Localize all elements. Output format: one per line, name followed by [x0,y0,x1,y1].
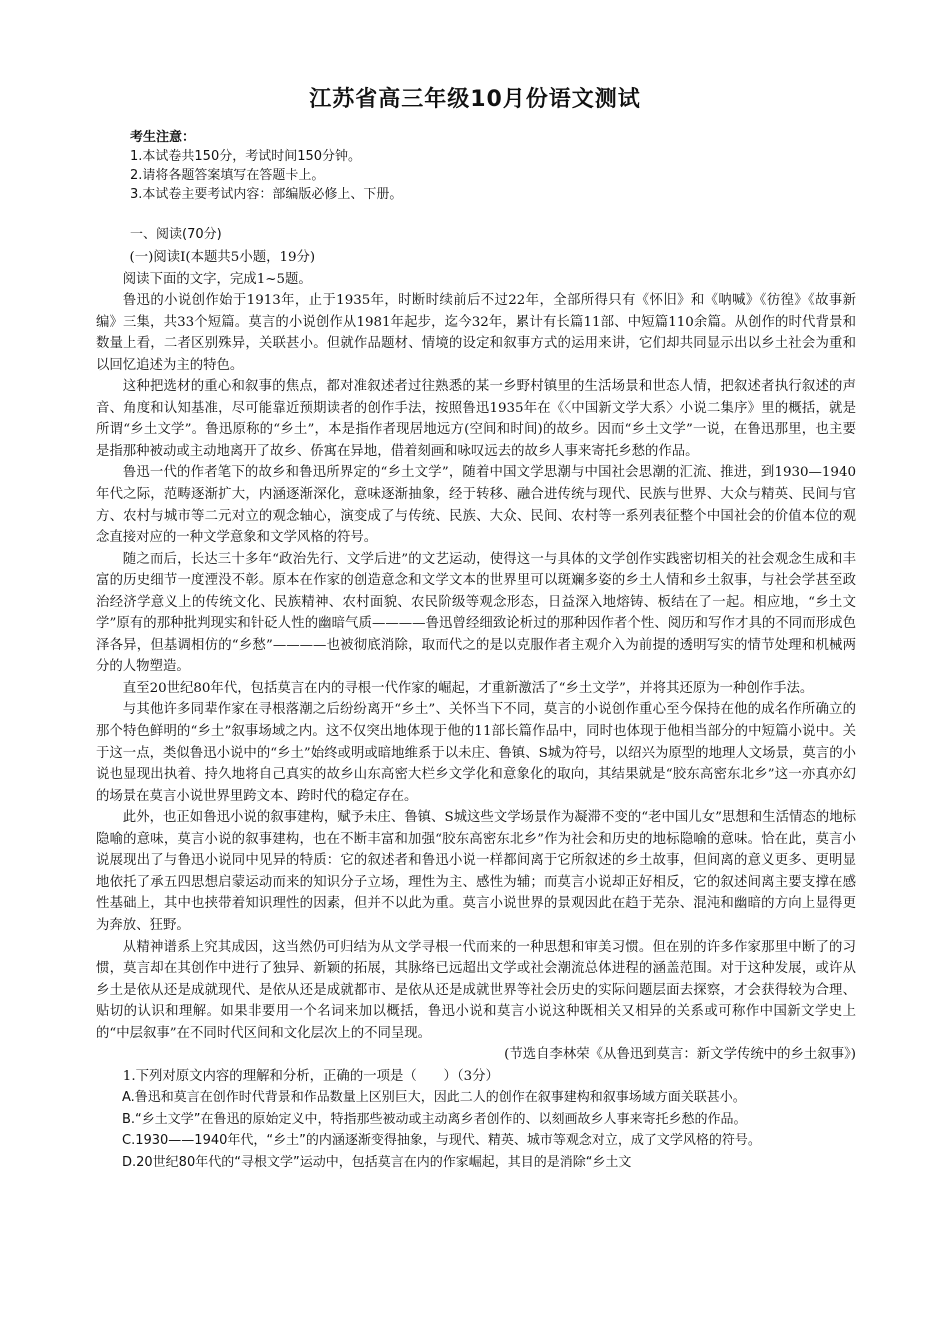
instruction: 阅读下面的文字，完成1~5题。 [122,271,312,287]
question-option-d: D.20世纪80年代的“寻根文学”运动中，包括莫言在内的作家崛起，其目的是消除“乡土文 [122,1154,632,1170]
subsection-heading: (一)阅读Ⅰ(本题共5小题，19分) [129,250,316,265]
passage-paragraph: 这种把选材的重心和叙事的焦点，都对准叙述者过往熟悉的某一乡野村镇里的生活场景和世态人情，把叙述者执行叙述的声音、角度和认知基准，尽可能靠近预期读者的创作手法，按照鲁迅1935年在《〈中国新文学大系〉小说二集序》里的概括，就是所谓“乡土文学”。鲁迅原称的“乡土”，本是指作者现居地远方(空间和时间)的故乡。因而“乡土文学”一说，在鲁迅那里，也主要是指那种被动或主动地离开了故乡、侨寓在异地，借着刻画和咏叹远去的故乡人事来寄托乡愁的作品。 [96,379,856,459]
passage-paragraph: 从精神谱系上究其成因，这当然仍可归结为从文学寻根一代而来的一种思想和审美习惯。但在别的许多作家那里中断了的习惯，莫言却在其创作中进行了独异、新颖的拓展，其脉络已远超出文学或社会潮流总体进程的涵盖范围。对于这种发展，或许从乡土是依从还是成就现代、是依从还是成就都市、是依从还是成就世界等社会历史的实际问题层面去探察，才会获得较为合理、贴切的认识和理解。如果非要用一个名词来加以概括，鲁迅小说和莫言小说这种既相关又相异的关系或可称作中国新文学史上的“中层叙事”在不同时代区间和文化层次上的不同呈现。 [96,939,856,1041]
question-stem: 1.下列对原文内容的理解和分析，正确的一项是（ ）（3分） [122,1068,499,1084]
question-option-b: B.“乡土文学”在鲁迅的原始定义中，特指那些被动或主动离乡者创作的、以刻画故乡人事来寄托乡愁的作品。 [122,1111,747,1127]
notice-item: 2.请将各题答案填写在答题卡上。 [130,168,325,183]
passage-source: (节选自李林荣《从鲁迅到莫言：新文学传统中的乡土叙事》) [504,1047,856,1063]
passage-paragraph: 此外，也正如鲁迅小说的叙事建构，赋予未庄、鲁镇、S城这些文学场景作为凝滞不变的“老中国儿女”思想和生活情态的地标隐喻的意味，莫言小说的叙事建构，也在不断丰富和加强“胶东高密东北乡”作为社会和历史的地标隐喻的意味。恰在此，莫言小说展现出了与鲁迅小说同中见异的特质：它的叙述者和鲁迅小说一样都间离于它所叙述的乡土故事，但间离的意义更多、更明显地依托了承五四思想启蒙运动而来的知识分子立场，理性为主、感性为辅；而莫言小说却正好相反，它的叙述间离主要支撑在感性基础上，其中也挟带着知识理性的因素，但并不以此为重。莫言小说世界的景观因此在趋于芜杂、混沌和幽暗的方向上显得更为奔放、狂野。 [96,810,856,933]
question-option-a: A.鲁迅和莫言在创作时代背景和作品数量上区别巨大，因此二人的创作在叙事建构和叙事场域方面关联甚小。 [122,1090,746,1106]
notice-heading: 考生注意： [130,130,196,145]
notice-item: 3.本试卷主要考试内容：部编版必修上、下册。 [130,187,403,202]
notice-block [130,128,830,204]
passage-paragraph: 随之而后，长达三十多年“政治先行、文学后进”的文艺运动，使得这一与具体的文学创作实践密切相关的社会观念生成和丰富的历史细节一度湮没不彰。原本在作家的创造意念和文学文本的世界里可以斑斓多姿的乡土人情和乡土叙事，与社会学甚至政治经济学意义上的传统文化、民族精神、农村面貌、农民阶级等观念形态，日益深入地熔铸、板结在了一起。相应地，“乡土文学”原有的那种批判现实和针砭人性的幽暗气质————鲁迅曾经细致论析过的那种因作者个性、阅历和写作才具的不同而形成色泽各异，但基调相仿的“乡愁”————也被彻底消除，取而代之的是以克服作者主观介入为前提的透明写实的情节处理和机械两分的人物塑造。 [96,551,856,675]
passage-paragraph: 直至20世纪80年代，包括莫言在内的寻根一代作家的崛起，才重新激活了“乡土文学”，并将其还原为一种创作手法。 [122,680,814,696]
notice-item: 1.本试卷共150分，考试时间150分钟。 [130,149,362,164]
passage-paragraph: 与其他许多同辈作家在寻根落潮之后纷纷离开“乡土”、关怀当下不同，莫言的小说创作重心至今保持在他的成名作所确立的那个特色鲜明的“乡土”叙事场域之内。这不仅突出地体现于他的11部长篇作品中，同时也体现于他相当部分的中短篇小说中。关于这一点，类似鲁迅小说中的“乡土”始终或明或暗地维系于以未庄、鲁镇、S城为符号，以绍兴为原型的地理人文场景，莫言的小说也显现出执着、持久地将自己真实的故乡山东高密大栏乡文学化和意象化的取向，其结果就是“胶东高密东北乡”这一亦真亦幻的场景在莫言小说世界里跨文本、跨时代的稳定存在。 [96,702,856,804]
reading-passage [96,247,856,1174]
section-heading: 一、阅读(70分) [130,227,222,242]
exam-title: 江苏省高三年级10月份语文测试 [309,87,641,112]
passage-paragraph: 鲁迅的小说创作始于1913年，止于1935年，时断时续前后不过22年，全部所得只有《怀旧》和《呐喊》《彷徨》《故事新编》三集，共33个短篇。莫言的小说创作从1981年起步，迄今32年，累计有长篇11部、中短篇110余篇。从创作的时代背景和数量上看，二者区别殊异，关联甚小。但就作品题材、情境的设定和叙事方式的运用来讲，它们却共同显示出以乡土社会为重和以回忆追述为主的特色。 [96,293,856,373]
question-option-c: C.1930——1940年代，“乡土”的内涵逐渐变得抽象，与现代、精英、城市等观念对立，成了文学风格的符号。 [122,1133,761,1149]
passage-paragraph: 鲁迅一代的作者笔下的故乡和鲁迅所界定的“乡土文学”，随着中国文学思潮与中国社会思潮的汇流、推进，到1930—1940年代之际，范畴逐渐扩大，内涵逐渐深化，意味逐渐抽象，经于转移、融合进传统与现代、民族与世界、大众与精英、民间与官方、农村与城市等二元对立的观念轴心，演变成了与传统、民族、大众、民间、农村等一系列表征整个中国社会的价值本位的观念直接对应的一种文学意象和文学风格的符号。 [96,465,856,546]
